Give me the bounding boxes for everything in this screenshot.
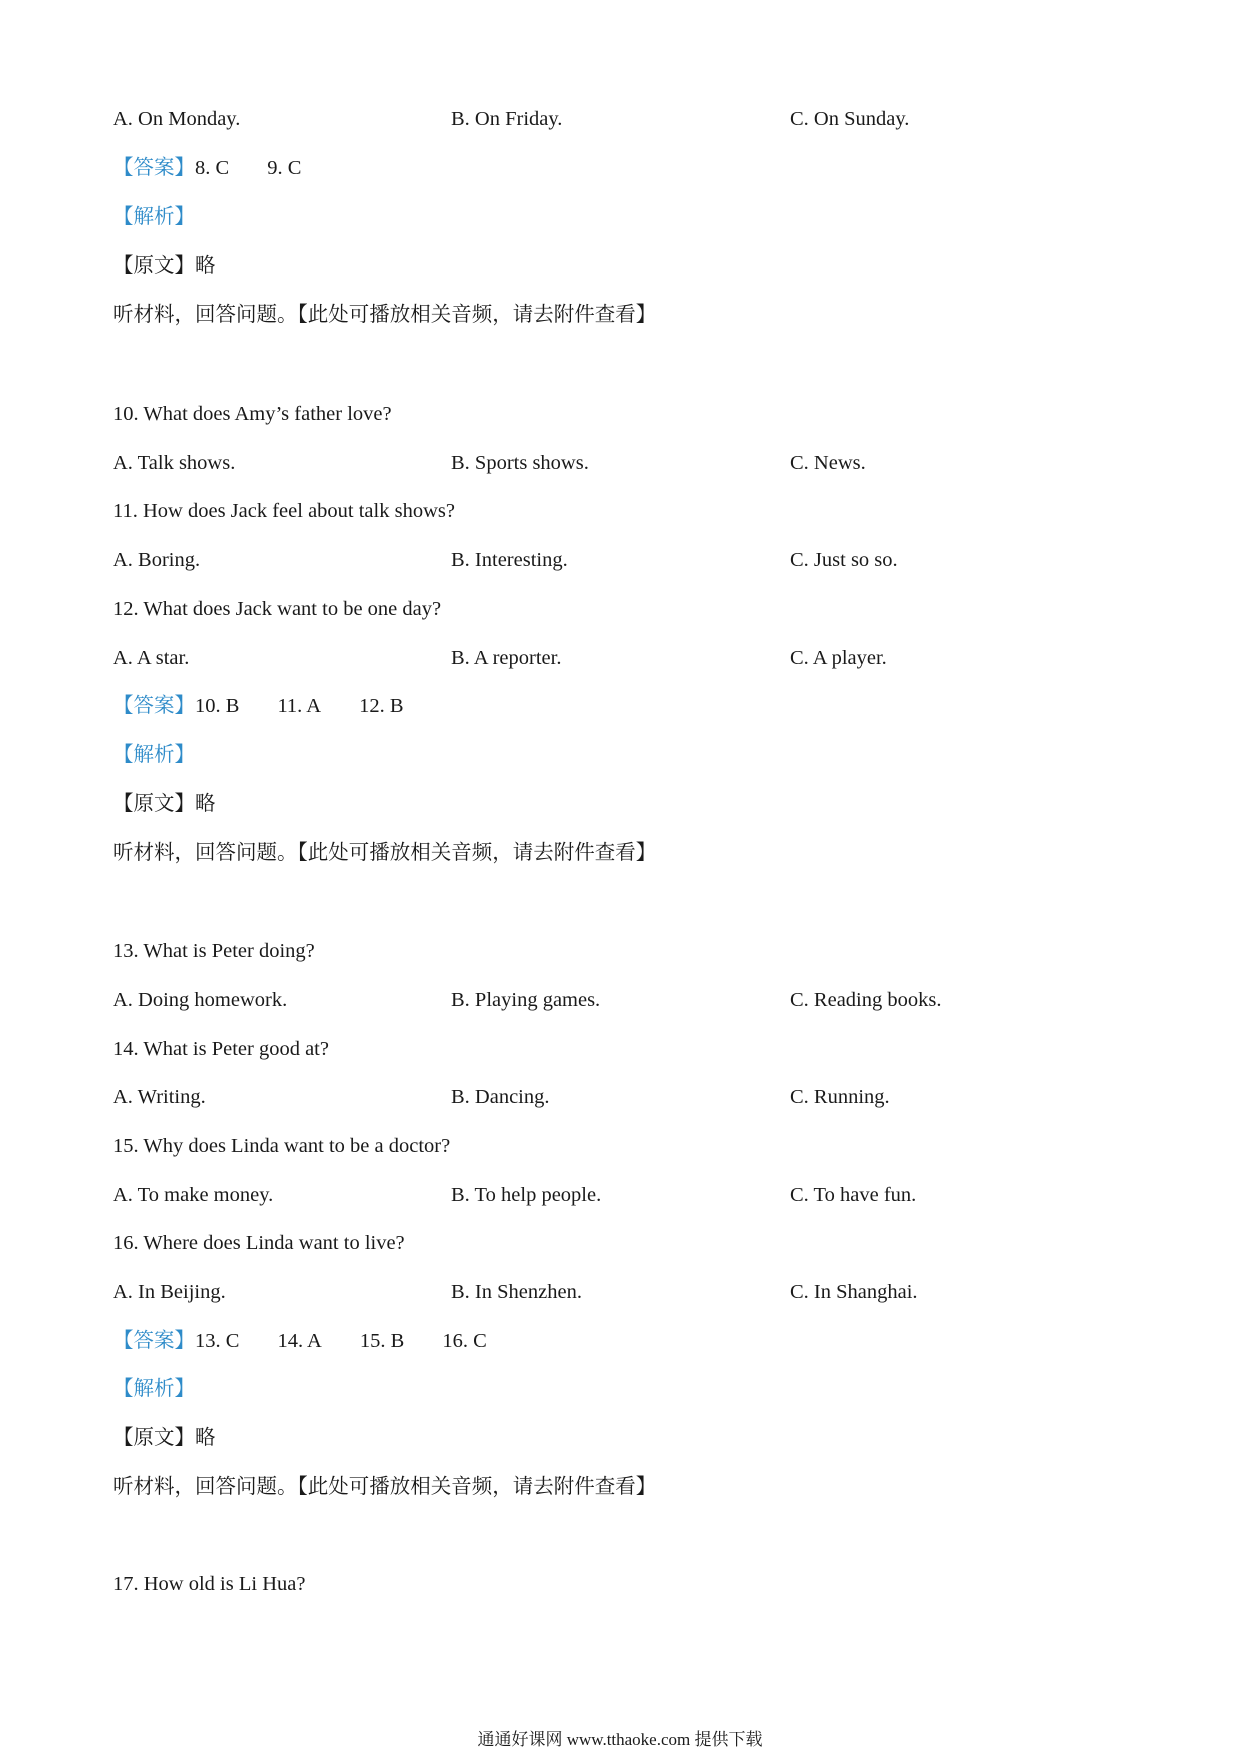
option-c: C. Just so so. [790, 549, 898, 571]
option-a: A. In Beijing. [113, 1281, 226, 1303]
option-c: C. News. [790, 452, 866, 474]
question-17: 17. How old is Li Hua? [113, 1573, 306, 1595]
option-a: A. Boring. [113, 549, 201, 571]
option-b: B. To help people. [451, 1184, 602, 1206]
original-text-label: 【原文】略 [113, 255, 216, 277]
question-12: 12. What does Jack want to be one day? [113, 598, 442, 620]
option-c: C. On Sunday. [790, 108, 910, 130]
option-c: C. To have fun. [790, 1184, 917, 1206]
option-b: B. A reporter. [451, 647, 562, 669]
page-footer: 通通好课网 www.tthaoke.com 提供下载 [477, 1730, 763, 1749]
original-text-label: 【原文】略 [113, 793, 216, 815]
answer-item: 12. B [359, 695, 404, 717]
option-a: A. Doing homework. [113, 989, 288, 1011]
option-a: A. Writing. [113, 1086, 206, 1108]
question-15: 15. Why does Linda want to be a doctor? [113, 1135, 451, 1157]
option-b: B. In Shenzhen. [451, 1281, 582, 1303]
analysis-tag: 【解析】 [113, 744, 195, 766]
answer-item: 16. C [442, 1330, 487, 1352]
listening-instruction: 听材料，回答问题。【此处可播放相关音频，请去附件查看】 [113, 1476, 657, 1498]
option-b: B. Interesting. [451, 549, 568, 571]
answer-tag: 【答案】 [113, 1330, 195, 1352]
option-b: B. Sports shows. [451, 452, 589, 474]
option-b: B. On Friday. [451, 108, 563, 130]
analysis-tag: 【解析】 [113, 206, 195, 228]
option-b: B. Dancing. [451, 1086, 550, 1108]
option-a: A. Talk shows. [113, 452, 236, 474]
answer-item: 9. C [267, 157, 302, 179]
answer-line [113, 155, 339, 181]
answer-item: 10. B [195, 695, 240, 717]
option-a: A. A star. [113, 647, 190, 669]
answer-item: 14. A [277, 1330, 322, 1352]
question-10: 10. What does Amy’s father love? [113, 403, 392, 425]
answer-tag: 【答案】 [113, 695, 195, 717]
question-13: 13. What is Peter doing? [113, 940, 315, 962]
answer-line [113, 1328, 525, 1354]
answer-tag: 【答案】 [113, 157, 195, 179]
answer-item: 8. C [195, 157, 230, 179]
option-a: A. To make money. [113, 1184, 274, 1206]
option-c: C. A player. [790, 647, 887, 669]
question-14: 14. What is Peter good at? [113, 1038, 329, 1060]
listening-instruction: 听材料，回答问题。【此处可播放相关音频，请去附件查看】 [113, 304, 657, 326]
option-c: C. Running. [790, 1086, 890, 1108]
option-a: A. On Monday. [113, 108, 241, 130]
answer-item: 11. A [277, 695, 322, 717]
option-c: C. In Shanghai. [790, 1281, 918, 1303]
answer-item: 13. C [195, 1330, 240, 1352]
option-c: C. Reading books. [790, 989, 942, 1011]
answer-line [113, 693, 442, 719]
original-text-label: 【原文】略 [113, 1427, 216, 1449]
listening-instruction: 听材料，回答问题。【此处可播放相关音频，请去附件查看】 [113, 842, 657, 864]
question-11: 11. How does Jack feel about talk shows? [113, 500, 455, 522]
analysis-tag: 【解析】 [113, 1378, 195, 1400]
option-b: B. Playing games. [451, 989, 601, 1011]
question-16: 16. Where does Linda want to live? [113, 1232, 405, 1254]
answer-item: 15. B [359, 1330, 405, 1352]
